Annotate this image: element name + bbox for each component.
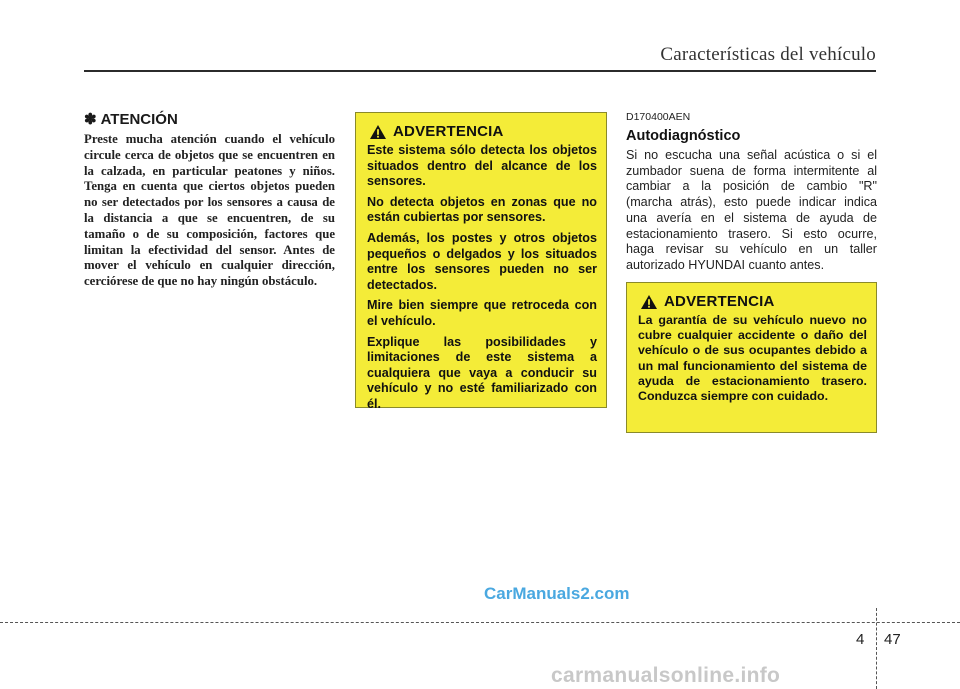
warning-paragraph: Explique las posibilidades y limitaciones de este sistema a cualquiera que vaya a conducir su vehículo y no esté familiarizado con él.: [367, 334, 597, 411]
self-diagnosis-section: [626, 111, 877, 274]
warning-paragraph: Mire bien siempre que retroceda con el vehículo.: [367, 298, 597, 328]
warning-paragraph: Este sistema sólo detecta los objetos situados dentro del alcance de los sensores.: [367, 143, 597, 189]
section-title: Autodiagnóstico: [626, 128, 741, 144]
section-code: D170400AEN: [626, 111, 691, 123]
attention-body: Preste mucha atención cuando el vehículo circule cerca de objetos que se encuentren en la calzada, en particular peatones y niños. Tenga en cuenta que ciertos objetos pueden no ser detectados por los sensores a causa de la distancia a que se encuentren, de su tamaño o de su composición, factores que limitan la efectividad del sensor. Antes de mover el vehículo en cualquier dirección, cerciórese de que no hay ningún obstáculo.: [84, 132, 335, 289]
asterisk-icon: ✽: [84, 111, 97, 128]
warning-paragraph: La garantía de su vehículo nuevo no cubre cualquier accidente o daño del vehículo o de sus ocupantes debido a un mal funcionamiento del sistema de ayuda de estacionamiento trasero. Conduzca siempre con cuidado.: [638, 313, 867, 404]
chapter-number: 4: [856, 631, 865, 648]
warning-title: ADVERTENCIA: [664, 293, 775, 310]
page-divider: [876, 608, 877, 689]
page-number: 47: [884, 631, 901, 648]
attention-section: [84, 110, 335, 290]
page-header-title: Características del vehículo: [660, 44, 876, 65]
warning-paragraph: No detecta objetos en zonas que no están cubiertas por sensores.: [367, 194, 597, 225]
warning-box-warranty: [626, 282, 877, 433]
warning-triangle-icon: [369, 124, 387, 140]
warning-paragraph: Además, los postes y otros objetos pequeños o delgados y los situados entre los sensores pueden no ser detectados.: [367, 230, 597, 292]
section-body: Si no escucha una señal acústica o si el zumbador suena de forma intermitente al cambiar a la posición de cambio "R" (marcha atrás), esto puede indicar indica una avería en el sistema de ayuda de estacionamiento trasero. Si esto ocurre, haga revisar su vehículo en un taller autorizado HYUNDAI cuanto antes.: [626, 148, 877, 272]
warning-box-sensors: [355, 112, 607, 411]
watermark-link[interactable]: CarManuals2.com: [484, 584, 630, 603]
header-rule: [84, 70, 876, 72]
footer-rule: [0, 622, 960, 623]
warning-triangle-icon: [640, 294, 658, 310]
warning-header: [367, 123, 597, 140]
warning-title: ADVERTENCIA: [393, 123, 504, 140]
attention-heading: [84, 110, 335, 128]
attention-title: ATENCIÓN: [100, 111, 178, 128]
warning-header: [638, 293, 867, 310]
site-watermark: carmanualsonline.info: [551, 664, 781, 687]
